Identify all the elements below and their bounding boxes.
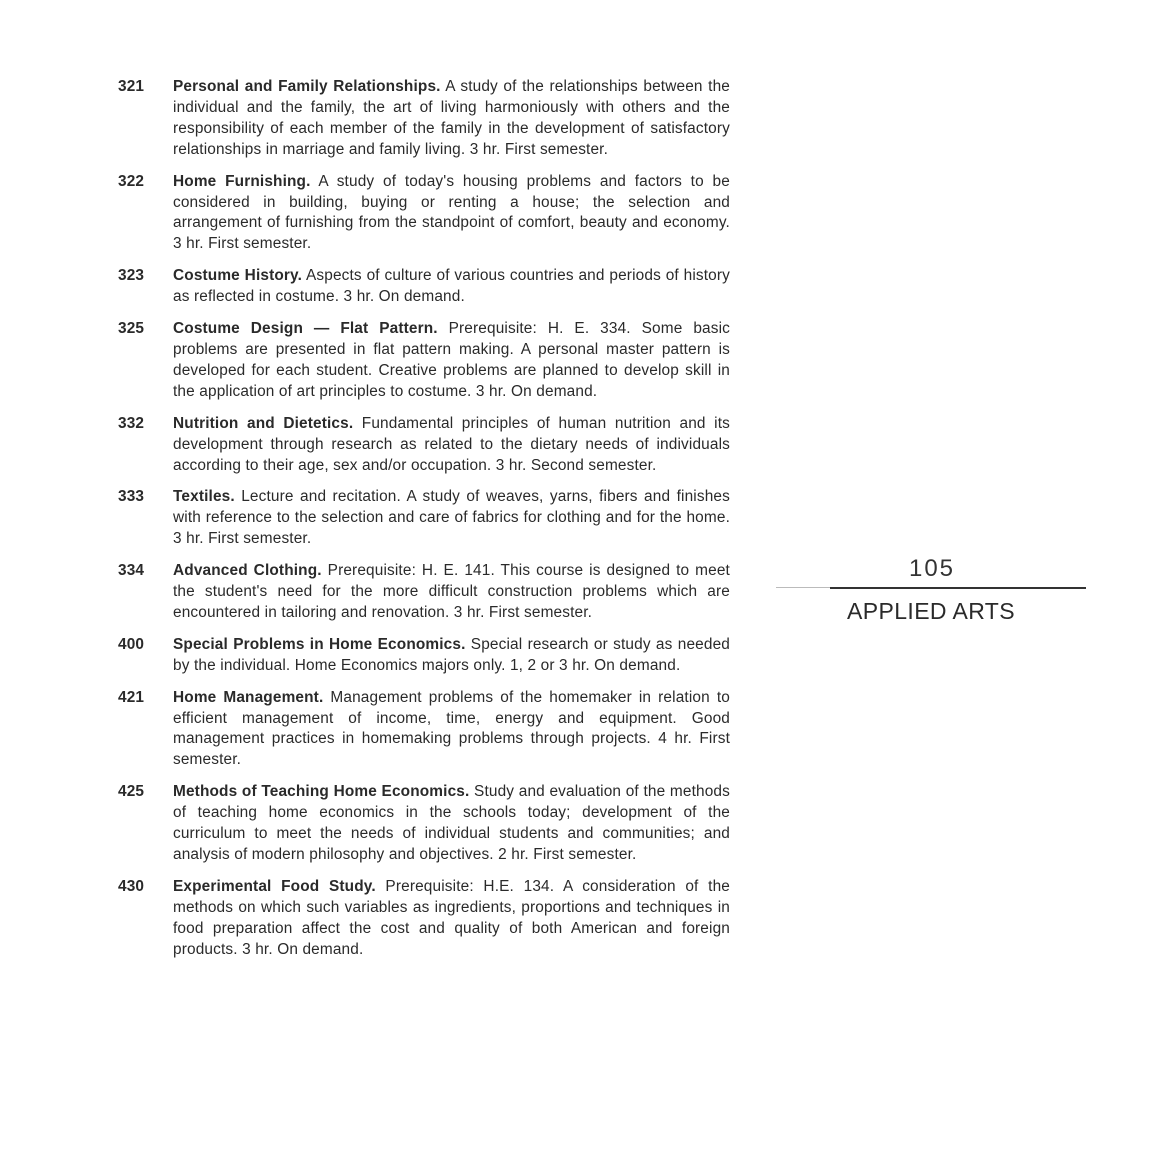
course-description: Prerequisite: H.E. 134. A consideration of the methods on which such variables as ingredients, proportions and techniques in food preparation affect the cost and quality of both American and foreign products. 3 hr. On demand.	[173, 877, 730, 958]
course-entry	[118, 319, 730, 403]
course-title: Nutrition and Dietetics.	[173, 414, 354, 432]
course-entry	[118, 487, 730, 550]
course-entry	[118, 266, 730, 308]
course-number: 332	[118, 414, 145, 432]
course-title: Methods of Teaching Home Economics.	[173, 783, 470, 801]
course-entry	[118, 877, 730, 961]
header-rule	[776, 587, 1086, 589]
course-number: 425	[118, 783, 145, 801]
course-title: Special Problems in Home Economics.	[173, 635, 466, 653]
header-rule-light	[776, 587, 830, 588]
course-entry	[118, 77, 730, 161]
course-number: 421	[118, 688, 145, 706]
course-title: Advanced Clothing.	[173, 562, 322, 580]
course-title: Costume History.	[173, 267, 303, 285]
course-title: Personal and Family Relationships.	[173, 78, 441, 95]
course-entry	[118, 635, 730, 677]
course-list	[118, 77, 730, 972]
course-number: 322	[118, 172, 145, 190]
course-entry	[118, 688, 730, 772]
course-description: Prerequisite: H. E. 334. Some basic problems are presented in flat pattern making. A personal master pattern is developed for each student. Creative problems are planned to develop skill in the application of art principles to costume. 3 hr. On demand.	[173, 320, 730, 400]
course-description: Aspects of culture of various countries and periods of history as reflected in costume. 3 hr. On demand.	[173, 267, 730, 306]
course-entry	[118, 172, 730, 256]
page-header-block	[776, 555, 1086, 625]
section-title: APPLIED ARTS	[846, 598, 1015, 624]
course-description: Prerequisite: H. E. 141. This course is designed to meet the student's need for the more difficult construction problems which are encountered in tailoring and renovation. 3 hr. First semester.	[173, 562, 730, 621]
course-title: Home Management.	[173, 688, 324, 706]
course-description: Lecture and recitation. A study of weaves, yarns, fibers and finishes with reference to the selection and care of fabrics for clothing and for the home. 3 hr. First semester.	[173, 488, 730, 548]
course-number: 333	[118, 488, 145, 506]
page-number: 105	[908, 555, 956, 582]
course-number: 325	[118, 320, 145, 338]
course-description: A study of the relationships between the individual and the family, the art of living harmoniously with others and the responsibility of each member of the family in the development of satisfactory relationships in marriage and family living. 3 hr. First semester.	[173, 78, 730, 158]
course-title: Home Furnishing.	[173, 172, 311, 190]
course-number: 334	[118, 562, 145, 580]
course-entry	[118, 414, 730, 477]
course-title: Textiles.	[173, 488, 235, 506]
course-description: Management problems of the homemaker in relation to efficient management of income, time, energy and equipment. Good management practices in homemaking problems through projects. 4 hr. First semester.	[173, 688, 730, 769]
course-description: Special research or study as needed by the individual. Home Economics majors only. 1, 2 or 3 hr. On demand.	[173, 635, 730, 674]
course-description: A study of today's housing problems and factors to be considered in building, buying or renting a house; the selection and arrangement of furnishing from the standpoint of comfort, beauty and economy. 3 hr. First semester.	[173, 172, 730, 253]
course-title: Experimental Food Study.	[173, 877, 376, 895]
course-entry	[118, 561, 730, 624]
course-description: Study and evaluation of the methods of teaching home economics in the schools today; development of the curriculum to meet the needs of individual students and communities; and analysis of modern philosophy and objectives. 2 hr. First semester.	[173, 783, 730, 863]
course-entry	[118, 782, 730, 866]
course-title: Costume Design — Flat Pattern.	[173, 320, 438, 338]
course-number: 321	[118, 78, 145, 95]
course-number: 323	[118, 267, 145, 285]
course-description: Fundamental principles of human nutrition and its development through research as related to the dietary needs of individuals according to their age, sex and/or occupation. 3 hr. Second semester.	[173, 414, 730, 474]
course-number: 400	[118, 635, 145, 653]
header-rule-dark	[830, 587, 1086, 589]
course-number: 430	[118, 877, 145, 895]
